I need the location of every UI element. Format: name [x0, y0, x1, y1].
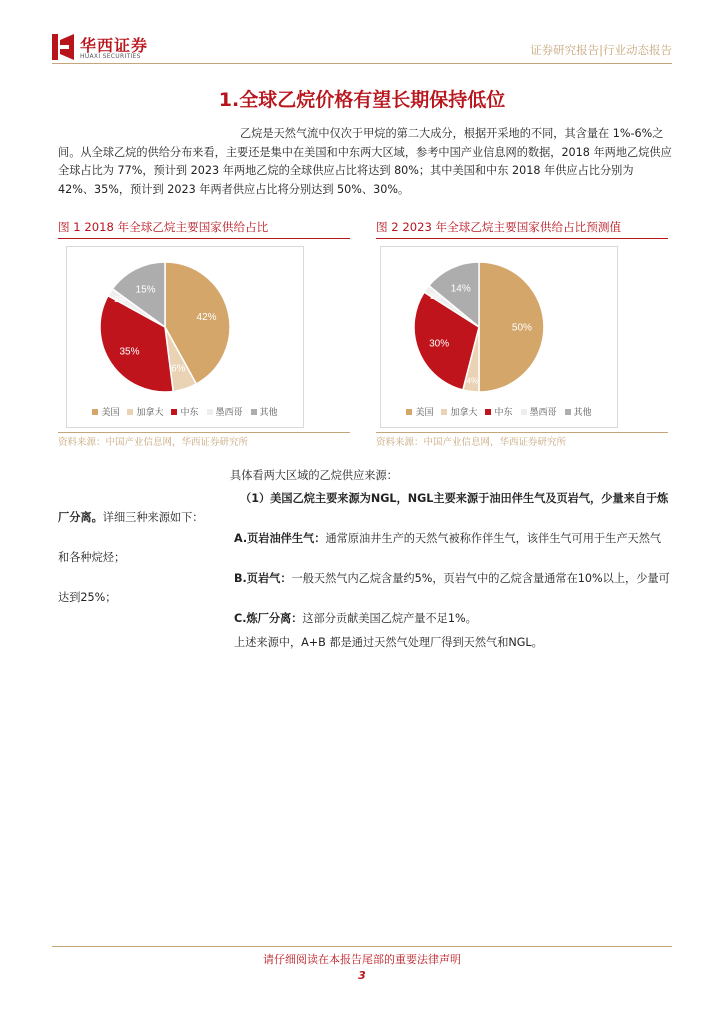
figure-1-source: 资料来源：中国产业信息网，华西证券研究所 [58, 437, 249, 448]
us-source-bold: （1）美国乙烷主要来源为NGL，NGL主要来源于油田伴生气及页岩气，少量来自于炼厂分离。 [58, 492, 669, 524]
report-type: 证券研究报告|行业动态报告 [530, 43, 672, 57]
legend-label: 中东 [180, 408, 199, 418]
figure-2-title: 图 2 2023 年全球乙烷主要国家供给占比预测值 [376, 220, 622, 234]
legend-swatch [171, 409, 177, 415]
legend-item [251, 405, 278, 418]
header-divider [52, 63, 672, 64]
legend-swatch [92, 409, 98, 415]
legend-swatch [207, 409, 213, 415]
logo-text: 华西证券 [80, 36, 149, 55]
legend-item [127, 405, 163, 418]
figure-2-source-rule [376, 432, 668, 433]
source-a-bold: A.页岩油伴生气： [234, 532, 326, 545]
legend-swatch [441, 409, 447, 415]
logo-subtitle: HUAXI SECURITIES [80, 53, 141, 60]
footer-divider [52, 946, 672, 947]
legend-swatch [406, 409, 412, 415]
legend-label: 墨西哥 [529, 408, 557, 418]
pie-label-2: 35% [119, 346, 140, 358]
legend-swatch [521, 409, 527, 415]
source-b-bold: B.页岩气： [234, 572, 292, 585]
page-number: 3 [358, 969, 366, 982]
source-a-paragraph [58, 530, 672, 567]
legend-item [171, 405, 198, 418]
figure-1-source-rule [58, 432, 350, 433]
chart-legend [381, 405, 617, 418]
chart-legend [67, 405, 303, 418]
legend-label: 美国 [101, 408, 120, 418]
section-title: 1.全球乙烷价格有望长期保持低位 [218, 89, 506, 111]
legend-item [565, 405, 592, 418]
legend-swatch [565, 409, 571, 415]
intro-paragraph: 乙烷是天然气流中仅次于甲烷的第二大成分，根据开采地的不同，其含量在 1%-6%之间。从全球乙烷的供给分布来看，主要还是集中在美国和中东两大区域，参考中国产业信息网的数据，2018 年两地乙烷供应全球占比为 77%，预计到 2023 年两地乙烷的全球供应占比将达到 80%；其中美国和中东 2018 年供应占比分别为 42%、35%，预计到 2023 年两者供应占比将分别达到 50%、30%。 [58, 127, 672, 196]
legend-label: 墨西哥 [215, 408, 243, 418]
pie-label-3: 2% [430, 292, 442, 302]
regions-lead: 具体看两大区域的乙烷供应来源： [230, 469, 398, 482]
legend-item [485, 405, 512, 418]
legend-label: 其他 [259, 408, 278, 418]
us-source-rest: 详细三种来源如下： [102, 510, 204, 524]
figure-2-chart [380, 246, 618, 428]
figure-1-chart [66, 246, 304, 428]
legend-item [441, 405, 477, 418]
source-c-paragraph [234, 610, 674, 629]
pie-chart-2023 [381, 247, 617, 397]
legend-item [207, 405, 243, 418]
pie-label-1: 6% [171, 363, 186, 375]
legend-label: 加拿大 [450, 408, 478, 418]
source-b-paragraph [58, 570, 672, 607]
source-b-rest: 一般天然气内乙烷含量约5%，页岩气中的乙烷含量通常在10%以上，少量可达到25%； [58, 572, 670, 604]
legend-label: 中东 [494, 408, 513, 418]
pie-label-0: 42% [196, 311, 217, 323]
source-c-bold: C.炼厂分离： [234, 612, 303, 625]
figure-1-rule [58, 238, 350, 239]
pie-label-1: 4% [466, 376, 479, 386]
legend-label: 美国 [415, 408, 434, 418]
source-c-rest: 这部分贡献美国乙烷产量不足1%。 [302, 612, 477, 625]
figure-2-rule [376, 238, 668, 239]
pie-label-3: 2% [114, 294, 126, 304]
legend-swatch [127, 409, 133, 415]
pie-label-4: 14% [450, 283, 471, 295]
legend-item [406, 405, 433, 418]
legend-swatch [485, 409, 491, 415]
pie-label-4: 15% [135, 284, 156, 296]
logo-icon [52, 34, 74, 60]
legend-item [521, 405, 557, 418]
legend-label: 加拿大 [136, 408, 164, 418]
figure-2-source: 资料来源：中国产业信息网，华西证券研究所 [376, 437, 567, 448]
legal-notice: 请仔细阅读在本报告尾部的重要法律声明 [263, 953, 461, 966]
us-source-paragraph [58, 490, 672, 527]
pie-label-0: 50% [511, 322, 532, 334]
pie-label-2: 30% [429, 338, 450, 350]
legend-label: 其他 [573, 408, 592, 418]
source-a-rest: 通常原油井生产的天然气被称作伴生气，该伴生气可用于生产天然气和各种烷烃； [58, 532, 662, 564]
figure-1-title: 图 1 2018 年全球乙烷主要国家供给占比 [58, 220, 269, 234]
pie-chart-2018 [67, 247, 303, 397]
legend-item [92, 405, 119, 418]
summary-paragraph: 上述来源中，A+B 都是通过天然气处理厂得到天然气和NGL。 [234, 636, 543, 649]
legend-swatch [251, 409, 257, 415]
